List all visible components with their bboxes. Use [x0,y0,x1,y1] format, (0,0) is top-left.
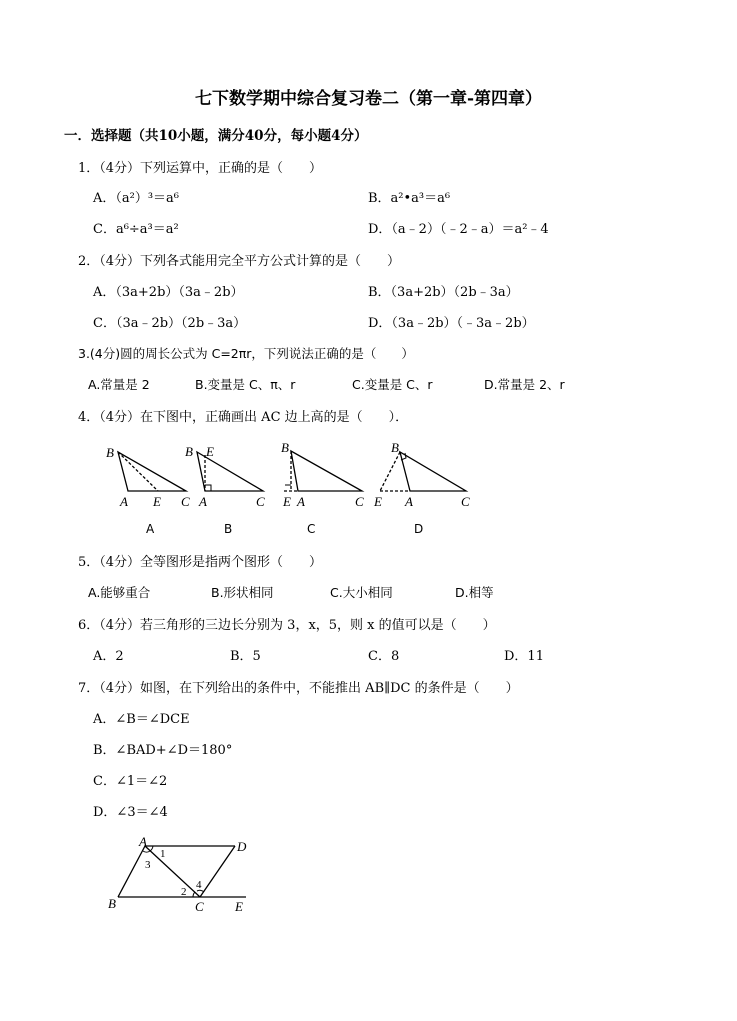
q5-option-c[interactable]: C.大小相同 [330,585,393,600]
q4a-label-a: A [120,494,128,509]
q6-option-a[interactable]: A．2 [93,649,124,664]
q4c-label-e: E [283,494,291,509]
q4a-label-e: E [153,494,161,509]
q2-option-d[interactable]: D．（3a﹣2b）（﹣3a﹣2b） [368,316,535,331]
q4a-label-b: B [106,445,114,460]
q6-stem: 6．（4分）若三角形的三边长分别为 3，x，5，则 x 的值可以是（ ） [78,618,496,633]
q4d-label-c: C [461,494,470,509]
q7-angle-1: 1 [160,848,166,860]
q7-option-c[interactable]: C．∠1＝∠2 [93,774,168,789]
q4c-label-a: A [297,494,305,509]
q7-angle-2: 2 [181,886,187,898]
q4-caption-c[interactable]: C [307,522,316,536]
q2-stem: 2．（4分）下列各式能用完全平方公式计算的是（ ） [78,254,401,269]
q7-label-e: E [235,899,243,914]
q3-option-b[interactable]: B.变量是 C、π、r [195,377,296,392]
q7-angle-3: 3 [145,859,151,871]
q4-stem: 4．（4分）在下图中，正确画出 AC 边上高的是（ ）． [78,410,409,425]
q1-option-b[interactable]: B．a²•a³＝a⁶ [368,191,451,206]
q4a-label-c: C [181,494,190,509]
q2-option-b[interactable]: B．（3a+2b）（2b﹣3a） [368,285,519,300]
q1-stem: 1．（4分）下列运算中，正确的是（ ） [78,161,323,176]
q7-option-d[interactable]: D．∠3＝∠4 [93,805,168,820]
q4d-label-b: B [391,440,399,455]
q4-caption-a[interactable]: A [146,522,155,536]
q1-option-d[interactable]: D．（a﹣2）（﹣2﹣a）＝a²﹣4 [368,222,549,237]
q4d-label-a: A [405,494,413,509]
q5-option-a[interactable]: A.能够重合 [88,585,151,600]
q4-caption-b[interactable]: B [224,522,233,536]
q4b-label-e: E [206,444,214,459]
q2-option-c[interactable]: C．（3a﹣2b）（2b﹣3a） [93,316,247,331]
q6-option-c[interactable]: C．8 [368,649,400,664]
q3-option-c[interactable]: C.变量是 C、r [352,377,433,392]
q7-option-a[interactable]: A．∠B＝∠DCE [93,712,190,727]
q3-option-d[interactable]: D.常量是 2、r [484,377,565,392]
q6-option-d[interactable]: D．11 [504,649,544,664]
q4d-label-e: E [374,494,382,509]
q7-label-b: B [108,896,116,911]
q4b-label-c: C [256,494,265,509]
q7-label-d: D [237,839,247,854]
q6-option-b[interactable]: B．5 [230,649,261,664]
q5-stem: 5．（4分）全等图形是指两个图形（ ） [78,555,323,570]
q2-option-a[interactable]: A．（3a+2b）（3a﹣2b） [93,285,244,300]
q1-option-a[interactable]: A．（a²）³＝a⁶ [93,191,180,206]
q4c-label-c: C [355,494,364,509]
q7-label-c: C [195,899,204,914]
q7-label-a: A [139,834,147,849]
q3-option-a[interactable]: A.常量是 2 [88,377,150,392]
q4-caption-d[interactable]: D [414,522,424,536]
q7-option-b[interactable]: B．∠BAD+∠D＝180° [93,743,233,758]
section-heading: 一．选择题（共10小题，满分40分，每小题4分） [64,128,368,144]
q7-stem: 7．（4分）如图，在下列给出的条件中，不能推出 AB∥DC 的条件是（ ） [78,681,519,696]
q5-option-d[interactable]: D.相等 [455,585,494,600]
q4c-label-b: B [281,440,289,455]
q4b-label-a: A [199,494,207,509]
page-title: 七下数学期中综合复习卷二（第一章-第四章） [194,89,543,109]
q5-option-b[interactable]: B.形状相同 [211,585,274,600]
q1-option-c[interactable]: C．a⁶÷a³＝a² [93,222,179,237]
q3-stem: 3.(4分)圆的周长公式为 C=2πr，下列说法正确的是（ ） [78,346,414,361]
q4b-label-b: B [185,444,193,459]
q7-angle-4: 4 [196,879,202,891]
